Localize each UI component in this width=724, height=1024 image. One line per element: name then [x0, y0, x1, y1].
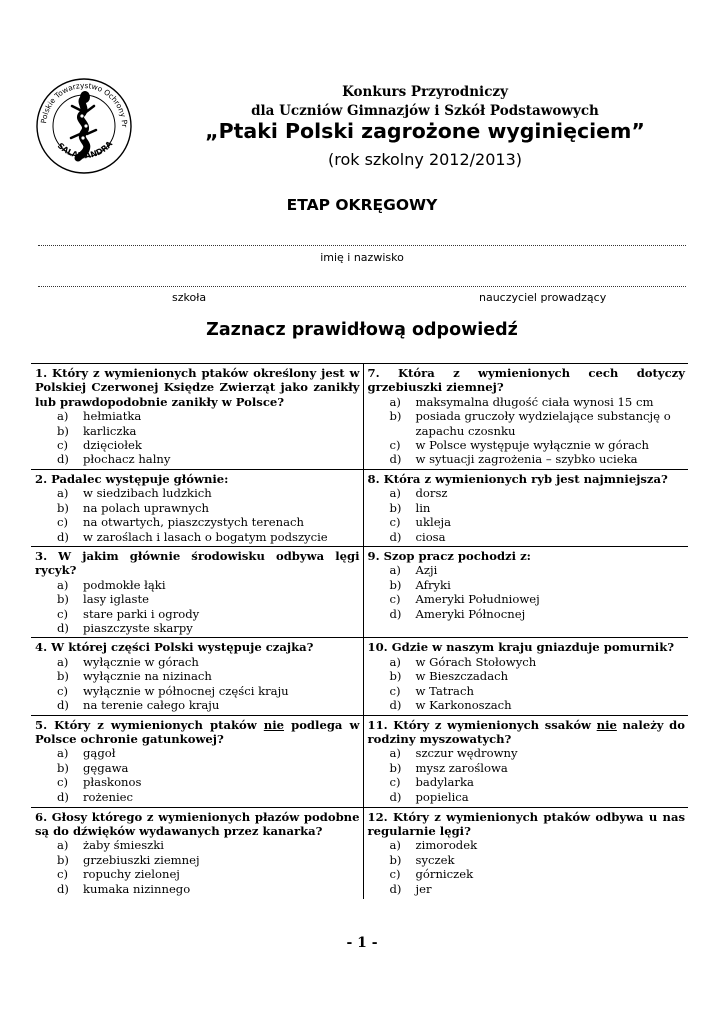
question-row	[31, 807, 688, 899]
option-text: popielica	[415, 789, 469, 804]
option-letter: d)	[389, 698, 402, 713]
question-text: 12. Który z wymienionych ptaków odbywa u nas regularnie lęgi?	[367, 809, 685, 838]
option-text: w Polsce występuje wyłącznie w górach	[415, 438, 649, 453]
option-text: płochacz halny	[83, 452, 171, 467]
answer-option[interactable]	[35, 698, 360, 712]
question-cell-6	[31, 807, 363, 899]
question-row	[31, 547, 688, 638]
option-text: na polach uprawnych	[83, 500, 209, 515]
option-letter: d)	[57, 621, 69, 636]
option-text: zimorodek	[415, 838, 478, 853]
option-text: ropuchy zielonej	[83, 867, 180, 882]
option-letter: a)	[389, 394, 401, 409]
option-letter: d)	[57, 529, 69, 544]
option-text: podmokłe łąki	[83, 577, 166, 592]
answer-option[interactable]	[368, 698, 686, 712]
question-cell-11	[363, 715, 688, 807]
question-row	[31, 715, 688, 807]
name-field-label: imię i nazwisko	[320, 251, 404, 264]
option-letter: a)	[57, 409, 69, 424]
option-letter: c)	[389, 438, 401, 453]
question-cell-9	[363, 547, 688, 638]
option-text: szczur wędrowny	[415, 746, 518, 761]
option-text: hełmiatka	[83, 409, 142, 424]
stage-heading: ETAP OKRĘGOWY	[286, 196, 438, 214]
answer-option[interactable]	[35, 790, 360, 804]
question-cell-3	[31, 547, 363, 638]
question-cell-1	[31, 364, 363, 470]
option-text: Ameryki Południowej	[415, 592, 540, 607]
answer-option[interactable]	[35, 761, 360, 775]
option-letter: d)	[57, 789, 69, 804]
option-letter: a)	[57, 746, 69, 761]
answer-option[interactable]	[368, 761, 686, 775]
option-text: syczek	[415, 852, 455, 867]
option-text: w Karkonoszach	[415, 698, 512, 713]
answer-option[interactable]	[35, 621, 360, 635]
question-cell-7	[363, 364, 688, 470]
option-text: maksymalna długość ciała wynosi 15 cm	[415, 394, 654, 409]
option-text: w zaroślach i lasach o bogatym podszycie	[83, 529, 328, 544]
question-text-part: należy do rodziny myszowatych?	[367, 717, 685, 746]
answer-option[interactable]	[35, 409, 360, 423]
answer-option[interactable]	[368, 438, 686, 452]
question-text: 1. Który z wymienionych ptaków określony jest w Polskiej Czerwonej Księdze Zwierząt jako zanikły lub prawdopodobnie zanikły w Polsce?	[35, 366, 360, 409]
option-letter: c)	[389, 683, 401, 698]
answer-option[interactable]	[368, 838, 686, 852]
logo-svg	[34, 76, 134, 176]
question-text-part: podlega w Polsce ochronie gatunkowej?	[35, 717, 360, 746]
option-letter: b)	[389, 577, 402, 592]
option-text: górniczek	[415, 867, 474, 882]
option-text: w Bieszczadach	[415, 669, 509, 684]
option-letter: d)	[57, 881, 69, 896]
option-text: w Górach Stołowych	[415, 654, 537, 669]
option-text: rożeniec	[83, 789, 134, 804]
question-text: 6. Głosy którego z wymienionych płazów podobne są do dźwięków wydawanych przez kanarka?	[35, 809, 360, 838]
answer-option[interactable]	[35, 438, 360, 452]
question-cell-5	[31, 715, 363, 807]
question-row	[31, 638, 688, 715]
teacher-field-label: nauczyciel prowadzący	[479, 291, 607, 304]
option-letter: c)	[57, 606, 69, 621]
answer-option[interactable]	[35, 607, 360, 621]
answer-option[interactable]	[368, 592, 686, 606]
answer-option[interactable]	[35, 592, 360, 606]
option-letter: d)	[389, 452, 402, 467]
answer-option[interactable]	[35, 669, 360, 683]
option-letter: d)	[57, 452, 69, 467]
option-text: Azji	[415, 563, 438, 578]
page-number: - 1 -	[346, 935, 378, 951]
option-text: na otwartych, piaszczystych terenach	[83, 515, 304, 530]
answer-option[interactable]	[35, 838, 360, 852]
option-text: wyłącznie na nizinach	[83, 669, 212, 684]
answer-option[interactable]	[368, 607, 686, 621]
answer-option[interactable]	[368, 563, 686, 577]
salamander-icon	[71, 91, 96, 158]
question-text-part: 5. Który z wymienionych ptaków	[35, 717, 264, 732]
option-letter: b)	[389, 500, 402, 515]
option-letter: b)	[57, 669, 69, 684]
option-letter: a)	[389, 563, 401, 578]
question-text-part: 11. Który z wymienionych ssaków	[367, 717, 597, 732]
negation-emphasis: nie	[596, 717, 617, 732]
option-text: w sytuacji zagrożenia – szybko ucieka	[415, 452, 638, 467]
option-letter: d)	[57, 698, 69, 713]
option-letter: b)	[389, 852, 402, 867]
answer-option[interactable]	[35, 655, 360, 669]
option-text: gągoł	[83, 746, 116, 761]
option-letter: a)	[57, 838, 69, 853]
answer-option[interactable]	[35, 530, 360, 544]
option-letter: b)	[389, 409, 402, 424]
instruction-heading: Zaznacz prawidłową odpowiedź	[206, 320, 518, 340]
answer-option[interactable]	[368, 853, 686, 867]
option-letter: c)	[57, 867, 69, 882]
option-text: płaskonos	[83, 775, 142, 790]
answer-option[interactable]	[35, 578, 360, 592]
answer-option[interactable]	[368, 775, 686, 789]
answer-option[interactable]	[35, 515, 360, 529]
option-letter: c)	[389, 515, 401, 530]
option-text: lasy iglaste	[83, 592, 150, 607]
option-text: stare parki i ogrody	[83, 606, 200, 621]
option-text: ukleja	[415, 515, 452, 530]
answer-option[interactable]	[35, 775, 360, 789]
question-cell-8	[363, 470, 688, 547]
name-field-line[interactable]	[38, 245, 686, 246]
option-letter: a)	[57, 486, 69, 501]
question-text: 10. Gdzie w naszym kraju gniazduje pomurnik?	[367, 640, 675, 655]
option-letter: c)	[57, 438, 69, 453]
answer-option[interactable]	[368, 882, 686, 896]
question-cell-2	[31, 470, 363, 547]
answer-option[interactable]	[35, 452, 360, 466]
option-text: kumaka nizinnego	[83, 881, 191, 896]
question-row	[31, 470, 688, 547]
option-text: dorsz	[415, 486, 448, 501]
answer-option[interactable]	[35, 501, 360, 515]
answer-option[interactable]	[368, 684, 686, 698]
option-text: na terenie całego kraju	[83, 698, 220, 713]
answer-option[interactable]	[368, 746, 686, 760]
option-text: ciosa	[415, 529, 446, 544]
question-text	[368, 718, 686, 747]
answer-option[interactable]	[35, 882, 360, 896]
option-text: posiada gruczoły wydzielające substancję o zapachu czosnku	[415, 409, 671, 438]
option-letter: a)	[389, 486, 401, 501]
option-text: Ameryki Północnej	[415, 606, 526, 621]
logo-bottom-text: SALAMANDRA	[55, 139, 115, 161]
option-letter: a)	[57, 577, 69, 592]
option-text: piaszczyste skarpy	[83, 621, 193, 636]
question-text: 2. Padalec występuje głównie:	[35, 472, 229, 486]
option-letter: a)	[389, 654, 401, 669]
answer-option[interactable]	[35, 853, 360, 867]
option-text: dzięciołek	[83, 438, 142, 453]
answer-option[interactable]	[35, 684, 360, 698]
option-letter: a)	[389, 838, 401, 853]
option-text: karliczka	[83, 423, 137, 438]
question-text: 8. Która z wymienionych ryb jest najmniejsza?	[367, 472, 668, 486]
option-letter: b)	[57, 592, 69, 607]
option-letter: c)	[57, 683, 69, 698]
answer-option[interactable]	[368, 578, 686, 592]
answer-option[interactable]	[368, 486, 686, 500]
option-letter: b)	[57, 423, 69, 438]
question-cell-4	[31, 638, 363, 715]
option-letter: d)	[389, 529, 402, 544]
answer-option[interactable]	[368, 655, 686, 669]
question-cell-10	[363, 638, 688, 715]
contest-name: Konkurs Przyrodniczy	[342, 84, 508, 100]
school-teacher-field-line[interactable]	[38, 286, 686, 287]
option-text: wyłącznie w północnej części kraju	[83, 683, 289, 698]
option-text: Afryki	[415, 577, 451, 592]
question-text: 4. W której części Polski występuje czajka?	[35, 640, 314, 655]
option-letter: a)	[57, 654, 69, 669]
answer-option[interactable]	[368, 867, 686, 881]
option-text: wyłącznie w górach	[83, 654, 199, 669]
option-letter: d)	[389, 789, 402, 804]
contest-title: „Ptaki Polski zagrożone wyginięciem”	[205, 119, 645, 143]
question-cell-12	[363, 807, 688, 899]
option-letter: b)	[57, 852, 69, 867]
option-text: w siedzibach ludzkich	[83, 486, 212, 501]
option-letter: b)	[389, 669, 402, 684]
logo-ring-text: Polskie Towarzystwo Ochrony Pr	[39, 80, 130, 128]
answer-option[interactable]	[368, 515, 686, 529]
option-text: w Tatrach	[415, 683, 474, 698]
option-text: żaby śmieszki	[83, 838, 164, 853]
option-letter: b)	[389, 760, 402, 775]
option-letter: c)	[389, 592, 401, 607]
answer-option[interactable]	[368, 395, 686, 409]
option-letter: b)	[57, 760, 69, 775]
question-text: 7. Która z wymienionych cech dotyczy grzebiuszki ziemnej?	[367, 366, 685, 395]
answer-option[interactable]	[35, 867, 360, 881]
negation-emphasis: nie	[263, 717, 285, 732]
question-text: 9. Szop pracz pochodzi z:	[367, 549, 531, 564]
answer-option[interactable]	[35, 746, 360, 760]
contest-audience: dla Uczniów Gimnazjów i Szkół Podstawowych	[251, 103, 599, 119]
questions-table	[31, 363, 688, 899]
option-letter: a)	[389, 746, 401, 761]
answer-option[interactable]	[368, 530, 686, 544]
option-text: gęgawa	[83, 760, 129, 775]
option-text: jer	[415, 881, 432, 896]
option-letter: c)	[389, 867, 401, 882]
question-text: 3. W jakim głównie środowisku odbywa lęgi rycyk?	[35, 549, 360, 578]
answer-option[interactable]	[35, 486, 360, 500]
question-row	[31, 364, 688, 470]
option-letter: d)	[389, 606, 402, 621]
option-text: grzebiuszki ziemnej	[83, 852, 200, 867]
answer-option[interactable]	[368, 501, 686, 515]
option-text: mysz zaroślowa	[415, 760, 508, 775]
option-letter: d)	[389, 881, 402, 896]
option-letter: c)	[57, 775, 69, 790]
school-field-label: szkoła	[172, 291, 207, 304]
school-year: (rok szkolny 2012/2013)	[327, 150, 523, 169]
question-text	[35, 718, 360, 747]
option-letter: c)	[389, 775, 401, 790]
option-letter: b)	[57, 500, 69, 515]
answer-option[interactable]	[368, 790, 686, 804]
answer-option[interactable]	[368, 452, 686, 466]
answer-option[interactable]	[368, 409, 686, 438]
option-letter: c)	[57, 515, 69, 530]
answer-option[interactable]	[35, 424, 360, 438]
option-text: badylarka	[415, 775, 474, 790]
option-text: lin	[415, 500, 431, 515]
society-logo	[34, 76, 134, 176]
answer-option[interactable]	[368, 669, 686, 683]
